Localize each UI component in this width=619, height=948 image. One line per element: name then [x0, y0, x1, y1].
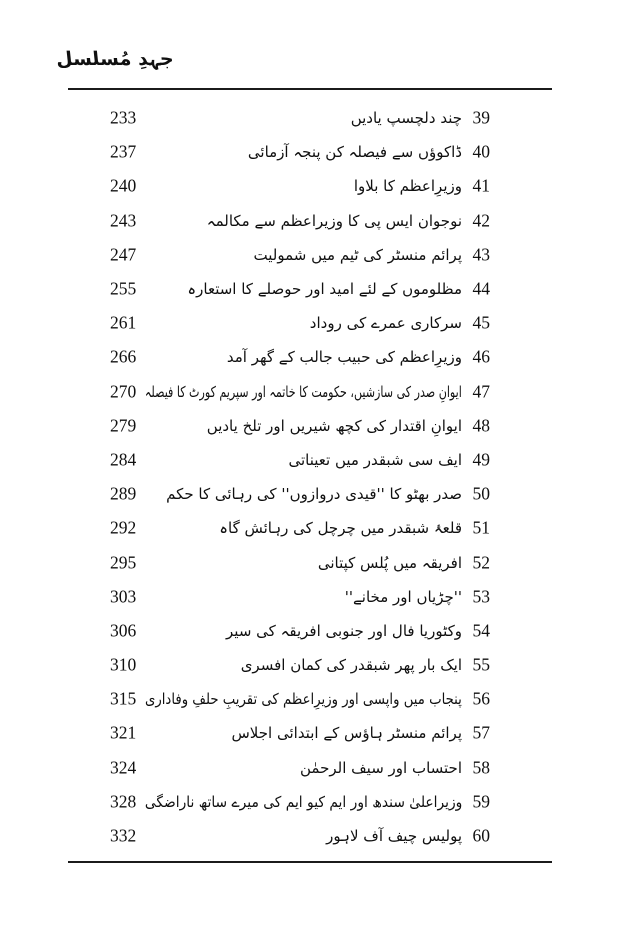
- chapter-number: 42: [472, 210, 490, 231]
- chapter-number: 48: [472, 415, 490, 436]
- toc-row: [0, 443, 619, 477]
- page-number: 243: [110, 210, 137, 231]
- page-number: 315: [110, 688, 137, 709]
- chapter-number: 44: [472, 278, 490, 299]
- chapter-number: 59: [472, 791, 490, 812]
- toc-row: [0, 409, 619, 443]
- page-number: 270: [110, 381, 137, 402]
- chapter-title: نوجوان ایس پی کا وزیراعظم سے مکالمہ: [206, 211, 462, 230]
- toc-row: [0, 204, 619, 238]
- toc-row: [0, 751, 619, 785]
- chapter-title: پرائم منسٹر ہاؤس کے ابتدائی اجلاس: [231, 724, 462, 743]
- page-number: 295: [110, 552, 137, 573]
- toc-row: [0, 682, 619, 716]
- page-number: 324: [110, 757, 137, 778]
- chapter-number: 49: [472, 449, 490, 470]
- chapter-title: چند دلچسپ یادیں: [350, 109, 462, 128]
- toc-row: [0, 477, 619, 511]
- chapter-number: 56: [472, 688, 490, 709]
- chapter-title: افریقہ میں پُلس کپتانی: [317, 553, 462, 572]
- toc-row: [0, 819, 619, 853]
- chapter-title: پولیس چیف آف لاہور: [326, 827, 462, 846]
- toc-row: [0, 375, 619, 409]
- header-rule: [68, 88, 552, 90]
- chapter-number: 52: [472, 552, 490, 573]
- page-number: 303: [110, 586, 137, 607]
- chapter-number: 46: [472, 346, 490, 367]
- chapter-number: 45: [472, 312, 490, 333]
- chapter-number: 40: [472, 141, 490, 162]
- chapter-number: 51: [472, 517, 490, 538]
- toc-row: [0, 238, 619, 272]
- chapter-title: سرکاری عمرے کی روداد: [309, 314, 462, 333]
- page-number: 279: [110, 415, 137, 436]
- chapter-title: مظلوموں کے لئے امید اور حوصلے کا استعارہ: [187, 280, 462, 299]
- page-number: 289: [110, 483, 137, 504]
- chapter-title: ایک بار پھر شبقدر کی کمان افسری: [240, 656, 462, 675]
- toc-row: [0, 511, 619, 545]
- toc-list: [0, 101, 619, 853]
- chapter-title: قلعۂ شبقدر میں چرچل کی رہائش گاہ: [219, 519, 462, 538]
- chapter-title: وزیراعلیٰ سندھ اور ایم کیو ایم کی میرے ساتھ ناراضگی: [144, 792, 462, 811]
- toc-row: [0, 169, 619, 203]
- toc-row: [0, 272, 619, 306]
- toc-row: [0, 785, 619, 819]
- page-number: 332: [110, 825, 137, 846]
- chapter-number: 39: [472, 107, 490, 128]
- toc-row: [0, 716, 619, 750]
- toc-row: [0, 306, 619, 340]
- page-number: 237: [110, 141, 137, 162]
- chapter-title: ''چڑیاں اور مخانے'': [344, 587, 462, 606]
- chapter-title: ایف سی شبقدر میں تعیناتی: [288, 450, 462, 469]
- chapter-title: ایوانِ صدر کی سازشیں، حکومت کا خاتمہ اور سپریم کورٹ کا فیصلہ: [145, 382, 462, 401]
- chapter-title: احتساب اور سیف الرحمٰن: [300, 758, 462, 777]
- page-number: 284: [110, 449, 137, 470]
- chapter-title: پنجاب میں واپسی اور وزیرِاعظم کی تقریبِ حلفِ وفاداری: [145, 690, 462, 709]
- chapter-title: ایوانِ اقتدار کی کچھ شیریں اور تلخ یادیں: [206, 416, 462, 435]
- toc-row: [0, 135, 619, 169]
- page-number: 266: [110, 346, 137, 367]
- toc-row: [0, 545, 619, 579]
- page-number: 255: [110, 278, 137, 299]
- chapter-title: وزیرِاعظم کا بلاوا: [353, 177, 462, 196]
- chapter-title: ڈاکوؤں سے فیصلہ کن پنجہ آزمائی: [247, 143, 462, 162]
- chapter-title: وزیرِاعظم کی حبیب جالب کے گھر آمد: [226, 348, 462, 367]
- chapter-number: 57: [472, 722, 490, 743]
- footer-rule: [68, 861, 552, 863]
- chapter-number: 54: [472, 620, 490, 641]
- chapter-number: 53: [472, 586, 490, 607]
- page-number: 240: [110, 175, 137, 196]
- toc-row: [0, 580, 619, 614]
- chapter-number: 47: [472, 381, 490, 402]
- page-number: 310: [110, 654, 137, 675]
- chapter-number: 55: [472, 654, 490, 675]
- toc-row: [0, 101, 619, 135]
- page-number: 233: [110, 107, 137, 128]
- page-number: 306: [110, 620, 137, 641]
- chapter-title: وکٹوریا فال اور جنوبی افریقہ کی سیر: [226, 621, 462, 640]
- toc-row: [0, 648, 619, 682]
- chapter-number: 41: [472, 175, 490, 196]
- toc-row: [0, 614, 619, 648]
- page-number: 321: [110, 722, 137, 743]
- chapter-number: 50: [472, 483, 490, 504]
- chapter-title: پرائم منسٹر کی ٹیم میں شمولیت: [253, 245, 462, 264]
- page-number: 328: [110, 791, 137, 812]
- chapter-number: 58: [472, 757, 490, 778]
- chapter-title: صدر بھٹو کا ''قیدی دروازوں'' کی رہائی کا حکم: [166, 485, 462, 504]
- book-title: جہدِ مُسلسل: [54, 48, 175, 70]
- chapter-number: 43: [472, 244, 490, 265]
- chapter-number: 60: [472, 825, 490, 846]
- page-number: 247: [110, 244, 137, 265]
- page-number: 292: [110, 517, 137, 538]
- toc-row: [0, 340, 619, 374]
- page-number: 261: [110, 312, 137, 333]
